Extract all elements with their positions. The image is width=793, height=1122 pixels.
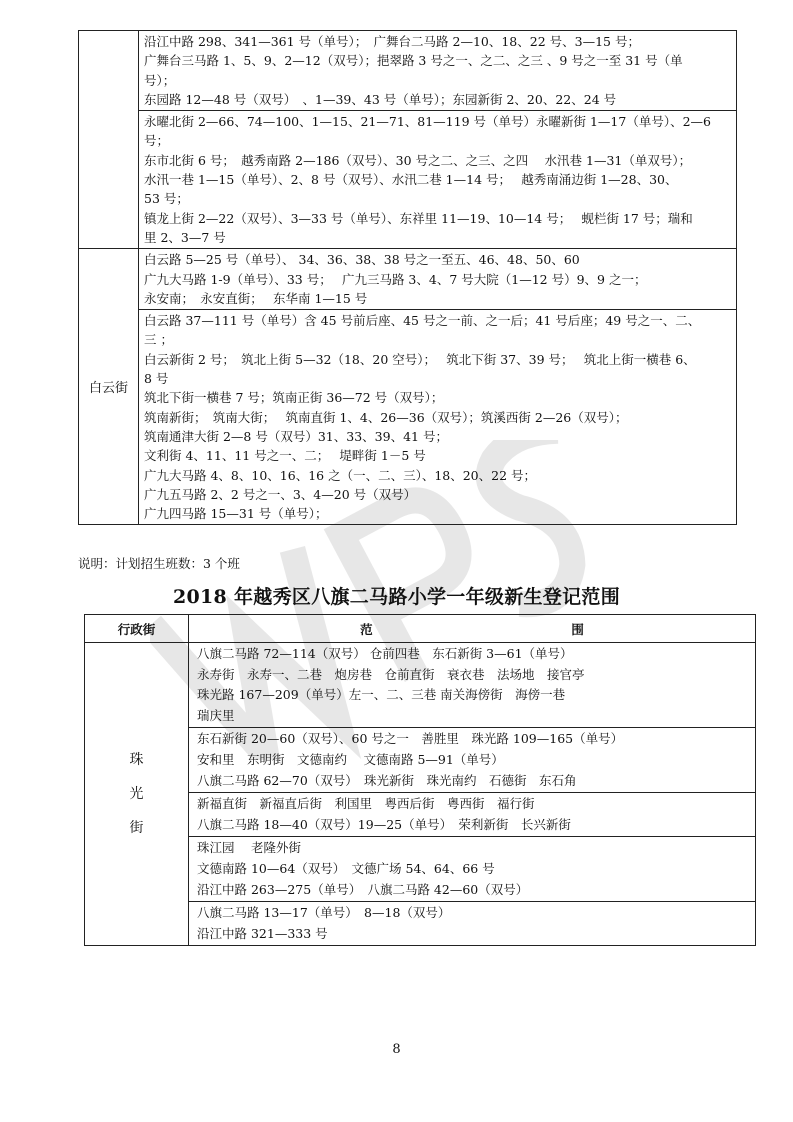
range-line: 白云路 5—25 号（单号）、 34、36、38、38 号之一至五、46、48、50、60 <box>144 252 580 268</box>
range-line: 永曜北街 2—66、74—100、1—15、21—71、81—119 号（单号）永曜新街 1—17（单号）、2—6 <box>144 114 711 130</box>
range-line: 瑞庆里 <box>197 707 235 723</box>
range-line: 沿江中路 321—333 号 <box>197 925 328 941</box>
range-line: 珠光路 167—209（单号）左一、二、三巷 南关海傍街 海傍一巷 <box>197 687 566 703</box>
range-cell <box>139 111 737 249</box>
range-line: 广九四马路 15—31 号（单号）； <box>144 506 328 522</box>
range-line: 水汛一巷 1—15（单号）、2、8 号（双号）、水汛二巷 1—14 号； 越秀南涌边街 1—28、30、 <box>144 172 678 188</box>
range-cell <box>139 249 737 310</box>
table-row <box>79 249 737 310</box>
range-line: 广九大马路 4、8、10、16、16 之（一、二、三）、18、20、22 号； <box>144 467 537 483</box>
range-line: 文德南路 10—64（双号） 文德广场 54、64、66 号 <box>197 860 495 876</box>
range-line: 八旗二马路 72—114（双号） 仓前四巷 东石新街 3—61（单号） <box>197 646 573 661</box>
table-row <box>79 111 737 249</box>
enrollment-note: 说明：计划招生班数：3 个班 <box>78 556 240 571</box>
street-char: 珠 <box>129 752 144 769</box>
range-line: 广九大马路 1-9（单号）、33 号； 广九三马路 3、4、7 号大院（1—12 号）9、9 之一； <box>144 271 647 287</box>
section-title: 2018 年越秀区八旗二马路小学一年级新生登记范围 <box>173 586 620 608</box>
range-line: 镇龙上街 2—22（双号）、3—33 号（单号）、东祥里 11—19、10—14 号； 蚬栏街 17 号；瑞和 <box>144 210 693 226</box>
range-cell <box>189 793 756 837</box>
range-line: 东市北街 6 号； 越秀南路 2—186（双号）、30 号之二、之三、之四 水汛巷 1—31（单双号）； <box>144 152 692 168</box>
range-line: 里 2、3—7 号 <box>144 229 226 245</box>
range-line: 安和里 东明街 文德南约 文德南路 5—91（单号） <box>197 751 504 767</box>
table-row <box>79 31 737 111</box>
table-row <box>85 643 756 728</box>
range-line: 广九五马路 2、2 号之一、3、4—20 号（双号） <box>144 486 417 502</box>
range-line: 53 号； <box>144 191 189 207</box>
street-char: 街 <box>129 820 144 837</box>
range-cell <box>189 643 756 728</box>
range-line: 三 ； <box>144 332 173 348</box>
range-line: 八旗二马路 13—17（单号） 8—18（双号） <box>197 905 451 921</box>
header-street: 行政街 <box>85 615 189 643</box>
range-line: 文利街 4、11、11 号之一、二； 堤畔街 1－5 号 <box>144 448 426 464</box>
range-line: 东石新街 20—60（双号）、60 号之一 善胜里 珠光路 109—165（单号） <box>197 731 624 747</box>
range-line: 珠江园 老隆外街 <box>197 840 301 856</box>
range-line: 白云新街 2 号； 筑北上街 5—32（18、20 空号）； 筑北下街 37、39 号； 筑北上街一横巷 6、 <box>144 351 696 367</box>
street-cell <box>79 31 139 249</box>
range-line: 筑南通津大街 2—8 号（双号）31、33、39、41 号； <box>144 428 448 444</box>
range-line: 沿江中路 298、341—361 号（单号）； 广舞台二马路 2—10、18、22 号、3—15 号； <box>144 34 640 49</box>
header-range-char: 围 <box>571 621 584 637</box>
range-line: 沿江中路 263—275（单号） 八旗二马路 42—60（双号） <box>197 881 529 897</box>
range-cell <box>139 31 737 111</box>
street-cell-zhuguang <box>85 643 189 946</box>
table-header-row <box>85 615 756 643</box>
header-range-char: 范 <box>360 621 373 637</box>
range-line: 新福直街 新福直后街 利国里 粤西后街 粤西街 福行街 <box>197 796 535 812</box>
range-line: 广舞台三马路 1、5、9、2—12（双号）；挹翠路 3 号之一、之二、之三 、9 号之一至 31 号（单 <box>144 53 683 69</box>
street-char: 光 <box>129 786 144 803</box>
range-line: 号； <box>144 133 170 149</box>
range-line: 永安南； 永安直街； 东华南 1—15 号 <box>144 290 368 306</box>
range-line: 永寿街 永寿一、二巷 炮房巷 仓前直街 衰衣巷 法场地 接官亭 <box>197 666 585 682</box>
range-line: 八旗二马路 18—40（双号）19—25（单号） 荣利新街 长兴新街 <box>197 816 571 832</box>
range-line: 8 号 <box>144 371 169 387</box>
range-line: 东园路 12—48 号（双号） 、1—39、43 号（单号）；东园新街 2、20、22、24 号 <box>144 91 617 107</box>
range-line: 白云路 37—111 号（单号）含 45 号前后座、45 号之一前、之一后；41 号后座；49 号之一、二、 <box>144 313 701 329</box>
table-row <box>79 310 737 525</box>
range-line: 号）； <box>144 72 176 88</box>
range-cell <box>189 902 756 946</box>
range-line: 筑南新街； 筑南大街； 筑南直街 1、4、26—36（双号）；筑溪西街 2—26（双号）； <box>144 409 628 425</box>
range-cell <box>189 837 756 902</box>
registration-table-baqi <box>84 614 756 946</box>
registration-table-top <box>78 30 737 525</box>
header-range <box>189 615 756 643</box>
range-line: 八旗二马路 62—70（双号） 珠光新街 珠光南约 石德街 东石角 <box>197 772 577 788</box>
page-number: 8 <box>392 1042 401 1057</box>
range-cell <box>139 310 737 525</box>
street-cell-baiyun: 白云街 <box>79 249 139 525</box>
range-line: 筑北下街一横巷 7 号；筑南正街 36—72 号（双号）； <box>144 390 444 406</box>
range-cell <box>189 728 756 793</box>
